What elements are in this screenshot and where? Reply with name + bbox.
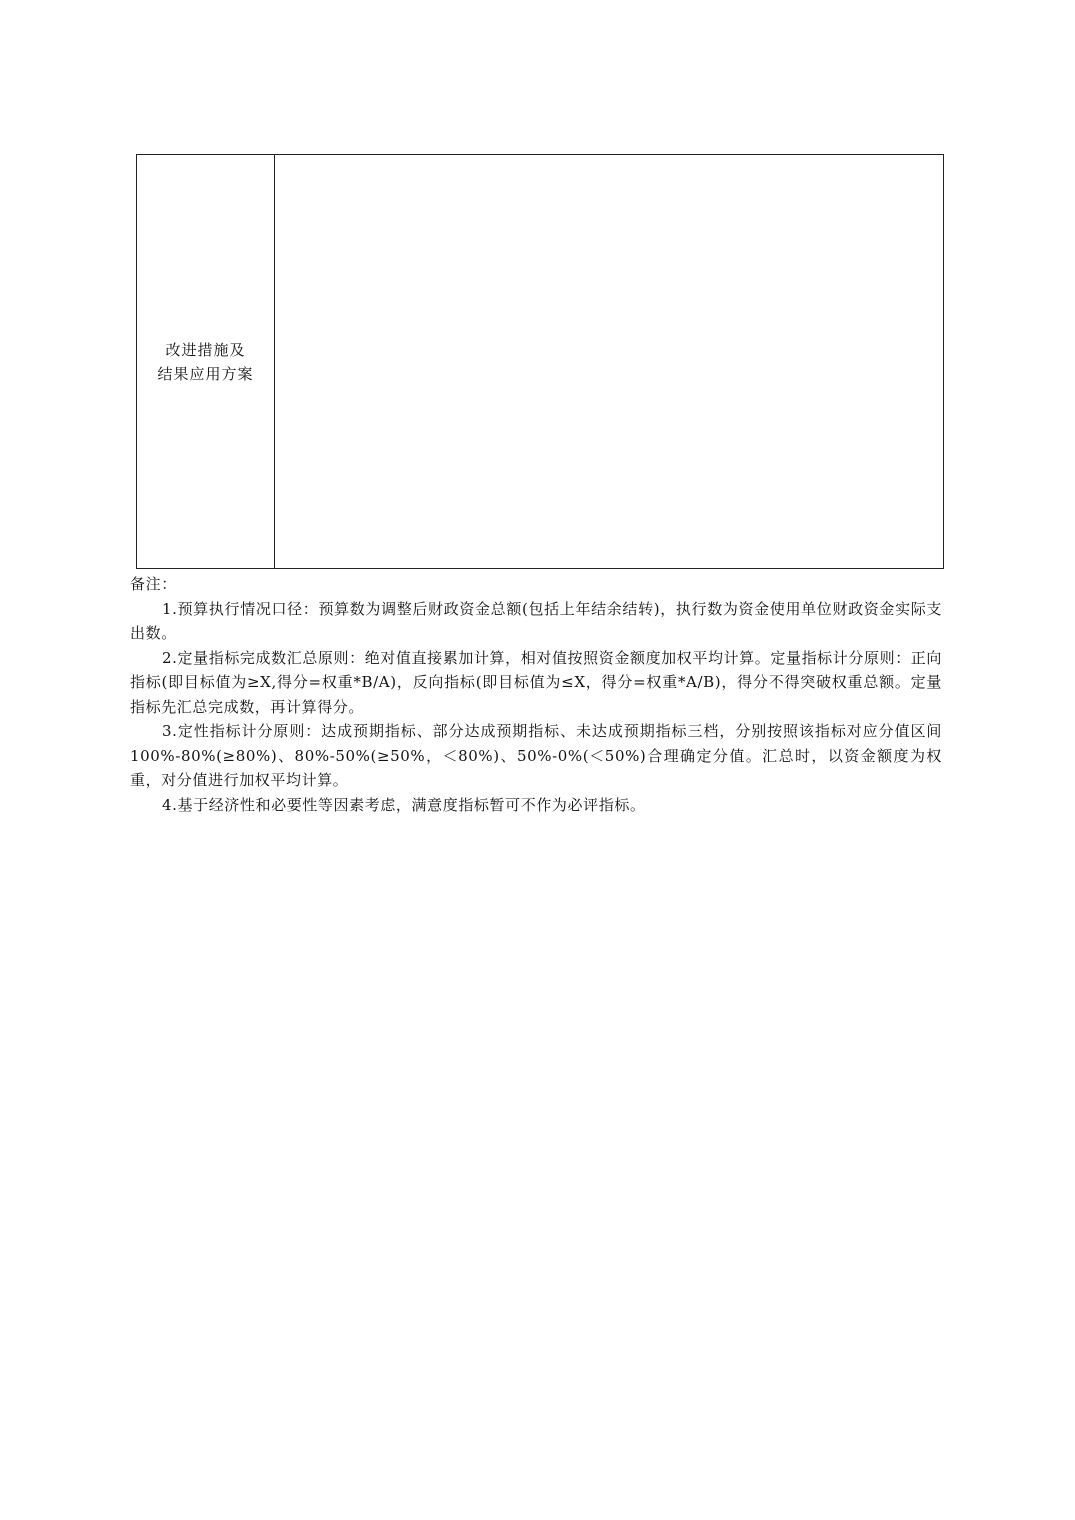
notes-section	[130, 572, 942, 817]
note-item-3: 3.定性指标计分原则：达成预期指标、部分达成预期指标、未达成预期指标三档，分别按照该指标对应分值区间100%-80%(≥80%)、80%-50%(≥50%，＜80%)、50%-0%(＜50%)合理确定分值。汇总时，以资金额度为权重，对分值进行加权平均计算。	[130, 722, 942, 789]
row-content-cell	[275, 155, 944, 569]
note-item-4: 4.基于经济性和必要性等因素考虑，满意度指标暂可不作为必评指标。	[162, 795, 646, 814]
row-label-line1: 改进措施及	[165, 340, 246, 359]
evaluation-form-table	[136, 154, 944, 569]
note-item-2: 2.定量指标完成数汇总原则：绝对值直接累加计算，相对值按照资金额度加权平均计算。定量指标计分原则：正向指标(即目标值为≥X,得分=权重*B/A)，反向指标(即目标值为≤X，得分=权重*A/B)，得分不得突破权重总额。定量指标先汇总完成数，再计算得分。	[130, 648, 942, 716]
row-label-line2: 结果应用方案	[157, 364, 254, 383]
row-label-cell	[137, 155, 275, 569]
note-item-1: 1.预算执行情况口径：预算数为调整后财政资金总额(包括上年结余结转)，执行数为资金使用单位财政资金实际支出数。	[130, 599, 942, 642]
table-row-improvement	[137, 155, 944, 569]
notes-title: 备注：	[130, 575, 177, 593]
